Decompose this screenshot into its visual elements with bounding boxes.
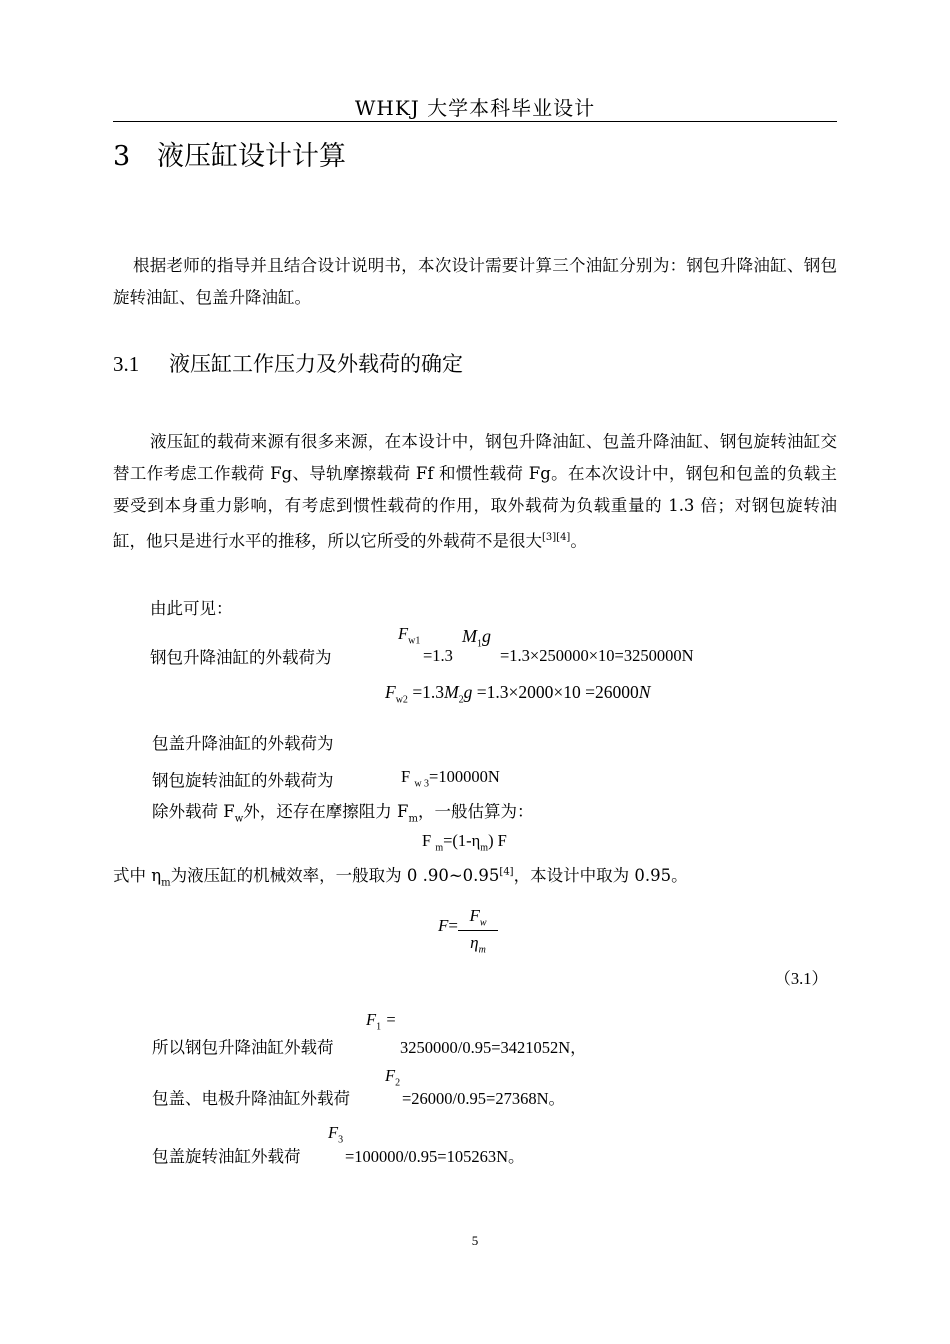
main-formula-lhs: F= [438, 916, 458, 935]
result-cover-lift-symbol: $F_2$ [385, 1066, 401, 1089]
cover-lift-formula: $F_{w2} =1.3M_2g =1.3\times 2000\times 10 =26000N$ [385, 682, 651, 706]
header-rule [113, 121, 837, 122]
chapter-number: 3 [113, 141, 131, 172]
result-cover-lift-value: =26000/0.95=27368N。 [402, 1089, 565, 1108]
main-formula-fraction [458, 906, 498, 956]
section-number: 3.1 [113, 352, 140, 376]
ladle-lift-coefficient: =1.3 [423, 646, 453, 665]
cover-lift-label: 包盖升降油缸的外载荷为 [152, 734, 334, 753]
friction-formula: F $_m=(1-\eta_m)$ F [422, 831, 507, 854]
result-ladle-lift-label: 所以钢包升降油缸外载荷 [152, 1038, 334, 1057]
ladle-rotate-value: F $_{w 3}$=100000N [401, 767, 500, 790]
chapter-heading [113, 134, 346, 173]
equation-number: （3.1） [774, 969, 828, 988]
load-paragraph-text: 液压缸的载荷来源有很多来源，在本设计中，钢包升降油缸、包盖升降油缸、钢包旋转油缸交替工作考虑工作载荷 Fg、导轨摩擦载荷 Ff 和惯性载荷 Fg。在本次设计中，钢包和包盖的负载主要受到本身重力影响，有考虑到惯性载荷的作用，取外载荷为负载重量的 1.3 倍；对钢包旋转油缸，他只是进行水平的推移，所以它所受的外载荷不是很大 [113, 432, 837, 551]
result-ladle-lift-value: 3250000/0.95=3421052N， [400, 1038, 587, 1057]
load-paragraph [113, 426, 837, 558]
thus-text: 由此可见： [150, 599, 233, 618]
section-heading [113, 348, 463, 378]
efficiency-text: 式中 $\eta_m$为液压缸的机械效率，一般取为 0 .90~0.95[4]，本设计中取为 0.95。 [113, 866, 688, 889]
result-ladle-lift-symbol: $F_1$ = [366, 1010, 396, 1033]
section-title: 液压缸工作压力及外载荷的确定 [169, 352, 463, 376]
ladle-lift-mass-symbol: $M_1g$ [462, 626, 491, 650]
paragraph-end: 。 [570, 531, 587, 551]
citation: [3][4] [542, 532, 571, 543]
page-number: 5 [471, 1233, 479, 1248]
friction-intro: 除外载荷 $F_w$外，还存在摩擦阻力 $F_m$，一般估算为： [152, 802, 534, 825]
result-cover-lift-label: 包盖、电极升降油缸外载荷 [152, 1089, 350, 1108]
ladle-lift-label: 钢包升降油缸的外载荷为 [150, 648, 332, 667]
ladle-lift-f-symbol: $F_{w1}$ [398, 624, 421, 647]
ladle-lift-result: =1.3×250000×10=3250000N [500, 646, 694, 665]
result-cover-rotate-label: 包盖旋转油缸外载荷 [152, 1147, 301, 1166]
intro-paragraph: 根据老师的指导并且结合设计说明书，本次设计需要计算三个油缸分别为：钢包升降油缸、钢包旋转油缸、包盖升降油缸。 [113, 256, 837, 307]
chapter-title: 液压缸设计计算 [157, 141, 346, 172]
ladle-rotate-label: 钢包旋转油缸的外载荷为 [152, 771, 334, 790]
fraction-bar [458, 930, 498, 931]
result-cover-rotate-value: =100000/0.95=105263N。 [345, 1147, 525, 1166]
result-cover-rotate-symbol: $F_3$ [328, 1123, 344, 1146]
fraction-denominator: $\eta_m$ [470, 933, 486, 956]
fraction-numerator: $F_w$ [469, 906, 487, 929]
page-header: WHKJ 大学本科毕业设计 [354, 96, 596, 120]
